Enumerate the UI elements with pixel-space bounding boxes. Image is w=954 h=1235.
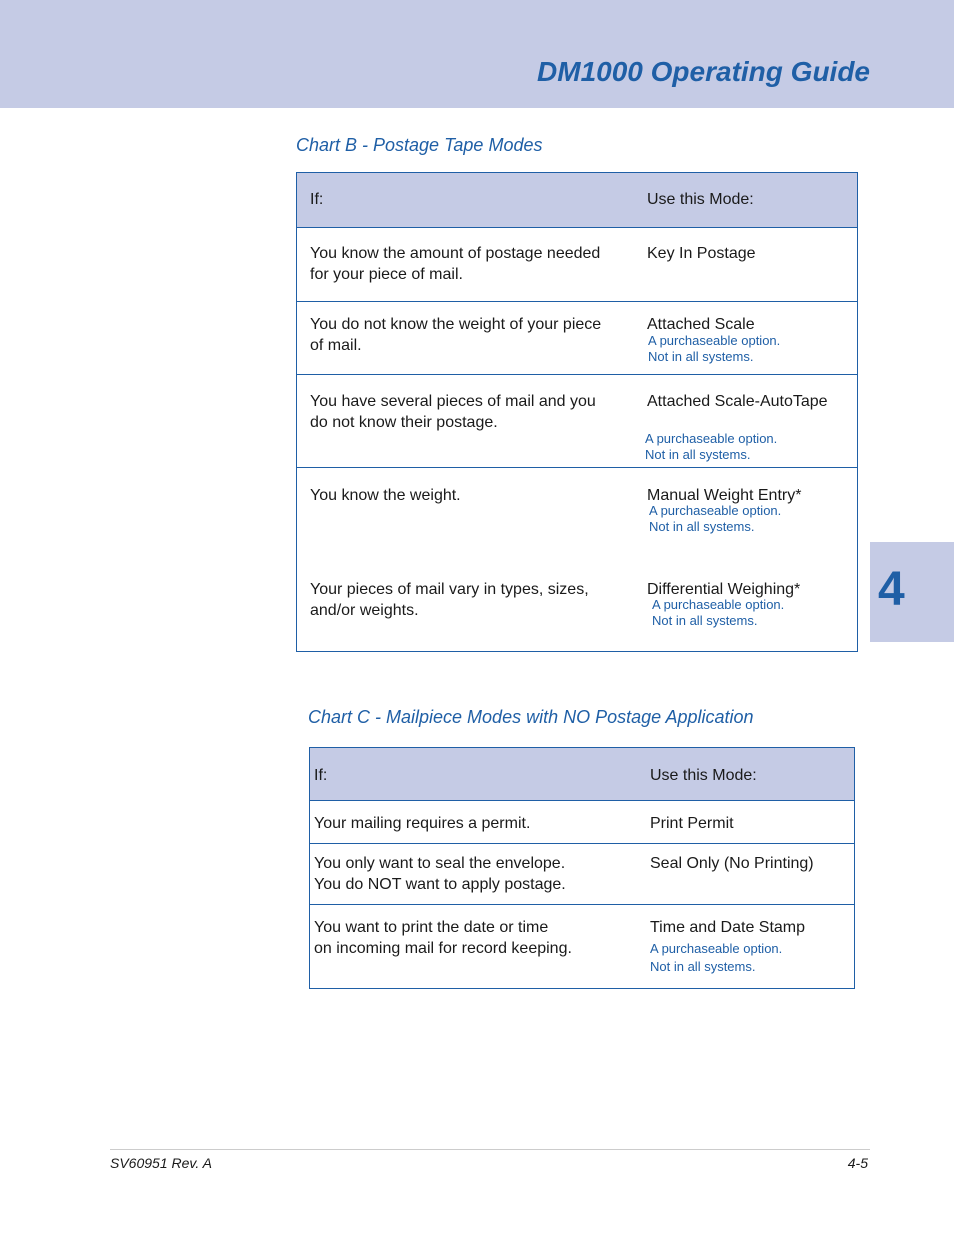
table-row [297, 375, 857, 468]
chart-b-table [296, 172, 858, 652]
chart-c-title: Chart C - Mailpiece Modes with NO Postage Application [308, 707, 754, 727]
table-row [297, 302, 857, 375]
column-header-mode: Use this Mode: [650, 767, 757, 784]
option-note: A purchaseable option. [645, 431, 778, 446]
condition-text: You know the weight. [310, 487, 461, 504]
chapter-number: 4 [878, 563, 905, 616]
availability-note: Not in all systems. [649, 519, 755, 534]
condition-text: Your pieces of mail vary in types, sizes, and/or weights. [310, 581, 589, 619]
page-header [0, 0, 954, 108]
footer-divider [110, 1149, 870, 1150]
mode-text: Seal Only (No Printing) [650, 855, 814, 872]
document-revision: SV60951 Rev. A [110, 1155, 212, 1171]
condition-text-line1: You only want to seal the envelope. [314, 855, 566, 872]
condition-text: You do not know the weight of your piece of mail. [310, 316, 602, 354]
guide-title: DM1000 Operating Guide [537, 56, 870, 87]
availability-note: Not in all systems. [650, 959, 756, 974]
availability-note: Not in all systems. [648, 349, 754, 364]
condition-text: You know the amount of postage needed for your piece of mail. [310, 245, 601, 283]
condition-text-line1: You want to print the date or time [314, 919, 549, 936]
option-note: A purchaseable option. [650, 941, 783, 956]
chart-b-title: Chart B - Postage Tape Modes [296, 135, 543, 155]
table-row [310, 802, 854, 844]
mode-text: Attached Scale-AutoTape [647, 393, 828, 410]
column-header-mode: Use this Mode: [647, 191, 754, 208]
option-note: A purchaseable option. [648, 333, 781, 348]
condition-text-line2: on incoming mail for record keeping. [314, 940, 572, 957]
condition-text: Your mailing requires a permit. [314, 815, 531, 832]
condition-text: You have several pieces of mail and you do not know their postage. [310, 393, 596, 431]
mode-text: Time and Date Stamp [650, 919, 806, 936]
table-row [297, 468, 857, 651]
column-header-if: If: [314, 767, 328, 784]
table-header [310, 748, 854, 801]
page-number: 4-5 [847, 1155, 868, 1171]
table-row [310, 905, 854, 987]
option-note: A purchaseable option. [649, 503, 782, 518]
option-note: A purchaseable option. [652, 597, 785, 612]
condition-text-line2: You do NOT want to apply postage. [314, 876, 566, 893]
availability-note: Not in all systems. [645, 447, 751, 462]
availability-note: Not in all systems. [652, 613, 758, 628]
table-row [297, 229, 857, 302]
table-header [297, 173, 857, 228]
table-row [310, 844, 854, 905]
column-header-if: If: [310, 191, 324, 208]
mode-text: Attached Scale [647, 316, 755, 333]
mode-text: Print Permit [650, 815, 734, 832]
mode-text: Key In Postage [647, 245, 756, 262]
chart-c-table [309, 747, 855, 989]
mode-text: Differential Weighing* [647, 581, 801, 598]
mode-text: Manual Weight Entry* [647, 487, 802, 504]
